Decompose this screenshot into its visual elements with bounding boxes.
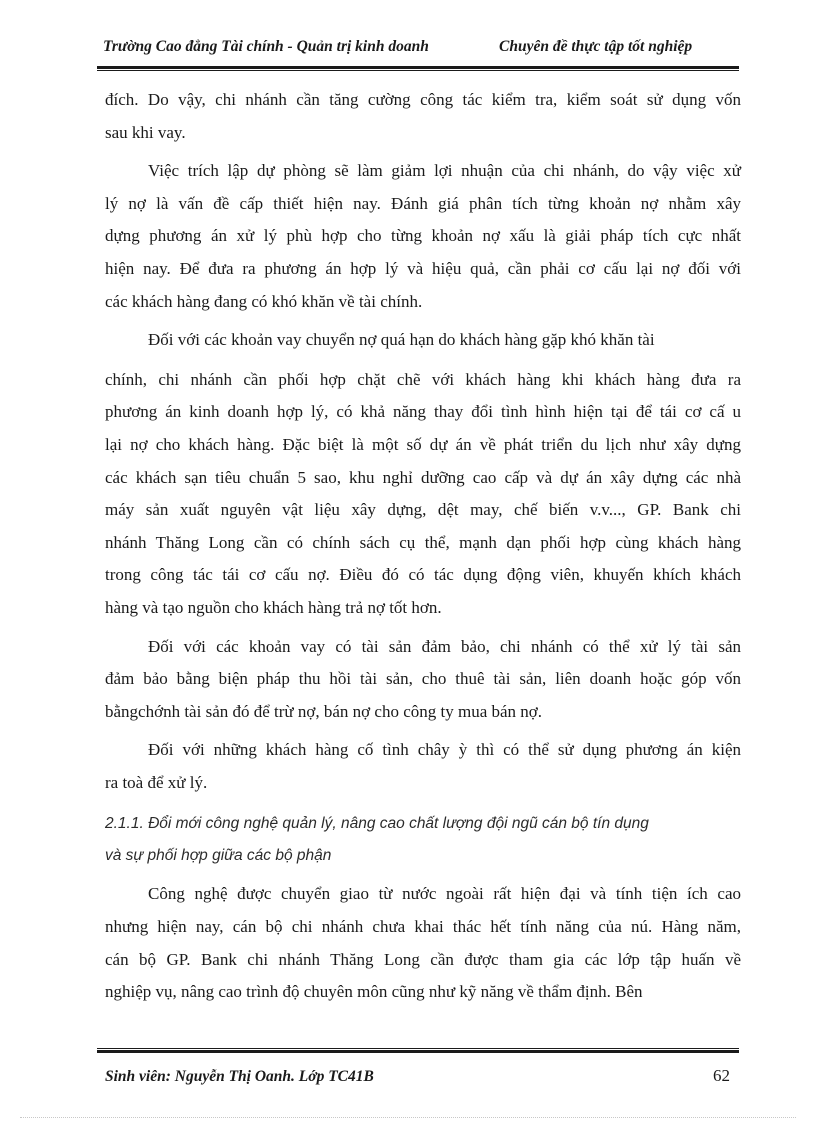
text-line: lý nợ là vấn đề cấp thiết hiện nay. Đánh giá phân tích từng khoản nợ nhằm xây [105, 193, 741, 213]
text-line: cán bộ GP. Bank chi nhánh Thăng Long cần được tham gia các lớp tập huấn về [105, 949, 741, 969]
text-line: hiện nay. Để đưa ra phương án hợp lý và hiệu quả, cần phải cơ cấu lại nợ đối với [105, 258, 741, 278]
text-line: máy sản xuất nguyên vật liệu xây dựng, dệt may, chế biến v.v..., GP. Bank chi [105, 500, 741, 520]
heading-line: 2.1.1. Đổi mới công nghệ quản lý, nâng cao chất lượng đội ngũ cán bộ tín dụng [105, 815, 649, 833]
heading-line: và sự phối hợp giữa các bộ phận [105, 847, 332, 865]
page-header [97, 36, 739, 62]
text-line: sau khi vay. [105, 122, 186, 142]
text-line: Đối với các khoản vay có tài sản đảm bảo, chi nhánh có thể xử lý tài sản [148, 636, 741, 656]
paragraph-2 [105, 155, 741, 318]
text-line: phương án kinh doanh hợp lý, có khả năng thay đổi tình hình hiện tại để tái cơ cấ u [105, 402, 741, 422]
footer-student-info: Sinh viên: Nguyễn Thị Oanh. Lớp TC41B [105, 1068, 374, 1085]
text-line: các khách hàng đang có khó khăn về tài chính. [105, 291, 423, 311]
paragraph-6 [105, 878, 741, 1008]
text-line: nhánh Thăng Long cần có chính sách cụ thể, mạnh dạn phối hợp cùng khách hàng [105, 532, 741, 552]
paragraph-3-continued [105, 364, 741, 625]
text-line: hàng và tạo nguồn cho khách hàng trả nợ tốt hơn. [105, 597, 442, 617]
text-line: đích. Do vậy, chi nhánh cần tăng cường công tác kiểm tra, kiểm soát sử dụng vốn [105, 90, 741, 109]
text-line: Đối với các khoản vay chuyển nợ quá hạn do khách hàng gặp khó khăn tài [148, 330, 655, 350]
paragraph-1 [105, 84, 741, 149]
document-body [105, 84, 741, 1009]
text-line: dựng phương án xử lý phù hợp cho từng khoản nợ xấu là giải pháp tích cực nhất [105, 226, 741, 246]
text-line: Công nghệ được chuyển giao từ nước ngoài rất hiện đại và tính tiện ích cao [148, 884, 741, 904]
text-line: nghiệp vụ, nâng cao trình độ chuyên môn cũng như kỹ năng về thẩm định. Bên [105, 982, 643, 1002]
text-line: bằngchớnh tài sản đó để trừ nợ, bán nợ cho công ty mua bán nợ. [105, 701, 543, 721]
header-report-title: Chuyên đề thực tập tốt nghiệp [499, 38, 693, 55]
paragraph-5 [105, 734, 741, 799]
text-line: nhưng hiện nay, cán bộ chi nhánh chưa khai thác hết tính năng của nú. Hàng năm, [105, 917, 741, 937]
text-line: Việc trích lập dự phòng sẽ làm giảm lợi nhuận của chi nhánh, do vậy việc xử [148, 161, 741, 181]
page-edge-divider [20, 1117, 796, 1118]
text-line: các khách sạn tiêu chuẩn 5 sao, khu nghỉ dưỡng cao cấp và dự án xây dựng các nhà [105, 467, 741, 487]
header-rule [97, 66, 739, 71]
section-heading [105, 808, 741, 872]
text-line: trong công tác tái cơ cấu nợ. Điều đó có tác dụng động viên, khuyến khích khách [105, 565, 741, 585]
header-school-name: Trường Cao đẳng Tài chính - Quản trị kinh doanh [103, 38, 429, 55]
text-line: ra toà để xử lý. [105, 772, 208, 792]
text-line: đảm bảo bằng biện pháp thu hồi tài sản, cho thuê tài sản, liên doanh hoặc góp vốn [105, 669, 741, 689]
footer-rule [97, 1048, 739, 1053]
paragraph-3 [105, 324, 741, 357]
text-line: Đối với những khách hàng cố tình chây ỳ thì có thể sử dụng phương án kiện [148, 740, 741, 760]
text-line: lại nợ cho khách hàng. Đặc biệt là một số dự án về phát triển du lịch như xây dựng [105, 434, 741, 454]
paragraph-4 [105, 631, 741, 729]
page-number: 62 [713, 1066, 730, 1085]
text-line: chính, chi nhánh cần phối hợp chặt chẽ với khách hàng khi khách hàng đưa ra [105, 369, 741, 389]
